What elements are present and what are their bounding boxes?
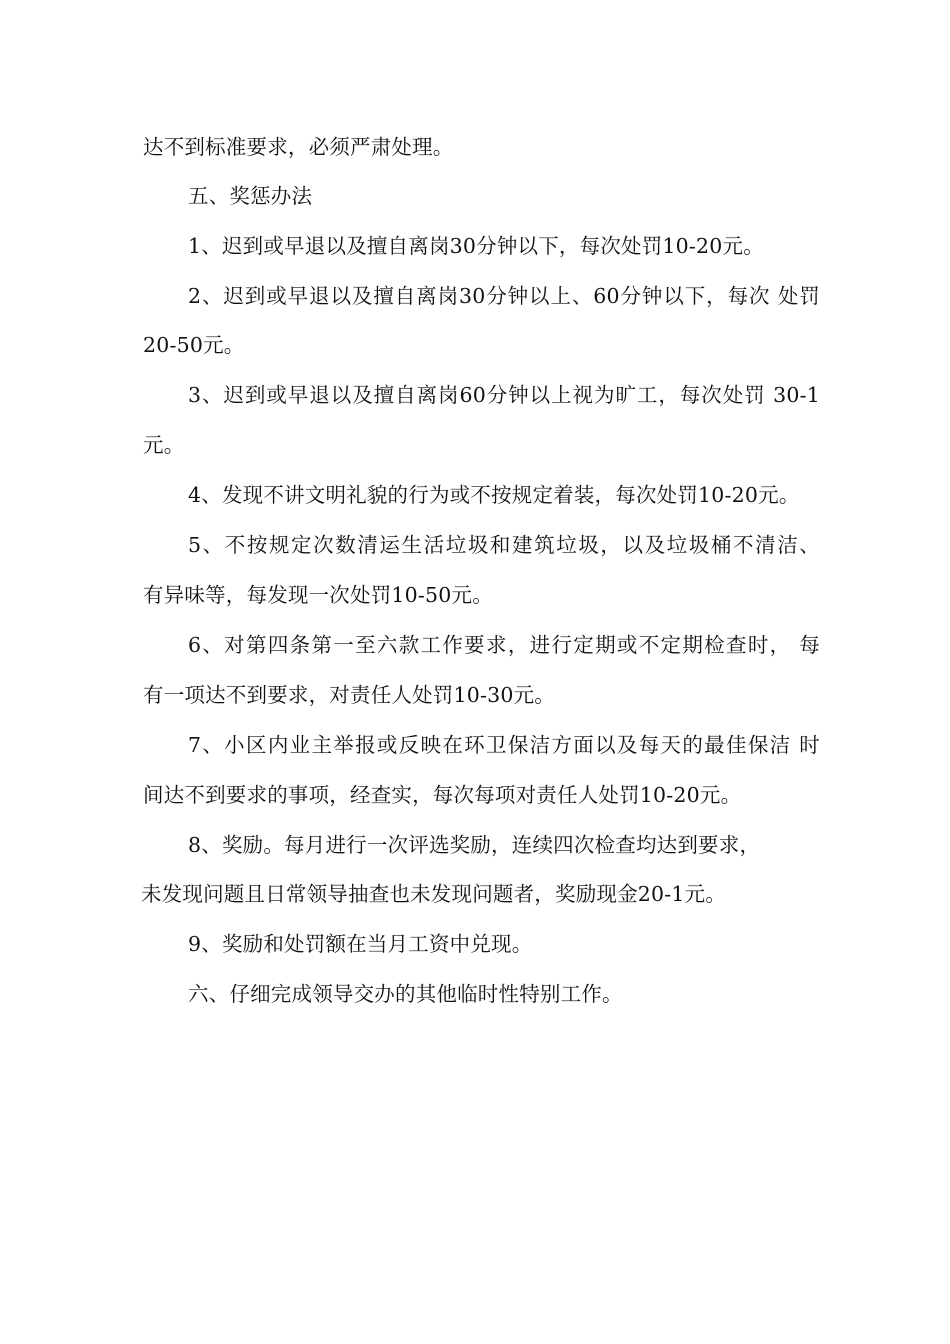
rule-item-6: 6、对第四条第一至六款工作要求，进行定期或不定期检查时， 每 (188, 633, 820, 657)
text-line-continuation: 达不到标准要求，必须严肃处理。 (143, 135, 454, 159)
rule-item-3: 3、迟到或早退以及擅自离岗60分钟以上视为旷工，每次处罚 30-1 (188, 383, 820, 407)
rule-item-5-continued: 有异味等，每发现一次处罚10-50元。 (143, 583, 493, 607)
rule-item-7-continued: 间达不到要求的事项，经查实，每次每项对责任人处罚10-20元。 (143, 783, 742, 807)
rule-item-3-continued: 元。 (143, 433, 185, 457)
rule-item-7: 7、小区内业主举报或反映在环卫保洁方面以及每天的最佳保洁 时 (188, 733, 820, 757)
rule-item-4: 4、发现不讲文明礼貌的行为或不按规定着装，每次处罚10-20元。 (188, 483, 800, 507)
section-heading-other-tasks: 六、仔细完成领导交办的其他临时性特别工作。 (188, 982, 623, 1006)
rule-item-8-continued: 未发现问题且日常领导抽查也未发现问题者，奖励现金20-1元。 (141, 882, 727, 906)
rule-item-8: 8、奖励。每月进行一次评选奖励，连续四次检查均达到要求， (188, 833, 761, 857)
rule-item-6-continued: 有一项达不到要求，对责任人处罚10-30元。 (143, 683, 555, 707)
rule-item-9: 9、奖励和处罚额在当月工资中兑现。 (188, 932, 533, 956)
section-heading-rewards-penalties: 五、奖惩办法 (188, 184, 313, 208)
rule-item-5: 5、不按规定次数清运生活垃圾和建筑垃圾，以及垃圾桶不清洁、 (188, 533, 820, 557)
rule-item-2: 2、迟到或早退以及擅自离岗30分钟以上、60分钟以下，每次 处罚 (188, 284, 820, 308)
rule-item-1: 1、迟到或早退以及擅自离岗30分钟以下，每次处罚10-20元。 (188, 234, 764, 258)
rule-item-2-continued: 20-50元。 (143, 333, 245, 357)
